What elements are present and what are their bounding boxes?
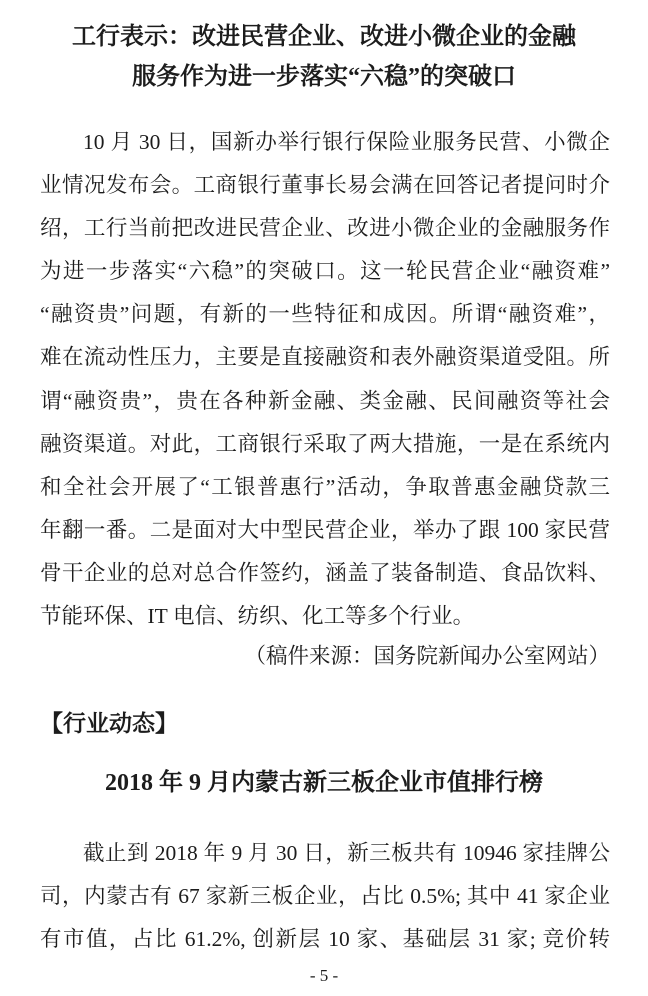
text-line: 为进一步落实“六稳”的突破口。这一轮民营企业“融资难” (40, 259, 610, 284)
text-line: 难在流动性压力，主要是直接融资和表外融资渠道受阻。所 (40, 345, 610, 370)
article1-source-attribution: （稿件来源：国务院新闻办公室网站） (244, 644, 610, 668)
text-line: 融资渠道。对此，工商银行采取了两大措施，一是在系统内 (40, 431, 610, 456)
article1-body (40, 121, 610, 638)
text-line: 年翻一番。二是面对大中型民营企业，举办了跟 100 家民营 (40, 517, 610, 542)
text-line: 10 月 30 日，国新办举行银行保险业服务民营、小微企 (83, 130, 610, 154)
article1-title-line: 服务作为进一步落实“六稳”的突破口 (132, 64, 516, 90)
article2-title: 2018 年 9 月内蒙古新三板企业市值排行榜 (105, 770, 543, 796)
text-line: 业情况发布会。工商银行董事长易会满在回答记者提问时介 (40, 173, 610, 198)
text-line: 截止到 2018 年 9 月 30 日，新三板共有 10946 家挂牌公 (83, 841, 610, 865)
text-line: “融资贵”问题，有新的一些特征和成因。所谓“融资难”， (40, 302, 610, 327)
text-line: 节能环保、IT 电信、纺织、化工等多个行业。 (40, 604, 475, 629)
article1-title (0, 17, 648, 97)
article1-title-line: 工行表示：改进民营企业、改进小微企业的金融 (72, 24, 576, 50)
text-line: 绍，工行当前把改进民营企业、改进小微企业的金融服务作 (40, 216, 610, 241)
text-line: 和全社会开展了“工银普惠行”活动，争取普惠金融贷款三 (40, 474, 610, 499)
article2-body (40, 832, 610, 961)
text-line: 骨干企业的总对总合作签约，涵盖了装备制造、食品饮料、 (40, 560, 610, 585)
text-line: 有市值，占比 61.2%, 创新层 10 家、基础层 31 家; 竞价转 (40, 927, 610, 952)
page-number: - 5 - (309, 966, 339, 985)
text-line: 谓“融资贵”，贵在各种新金融、类金融、民间融资等社会 (40, 388, 610, 413)
section-header-industry-news: 【行业动态】 (40, 710, 178, 736)
text-line: 司，内蒙古有 67 家新三板企业，占比 0.5%; 其中 41 家企业 (40, 884, 610, 909)
